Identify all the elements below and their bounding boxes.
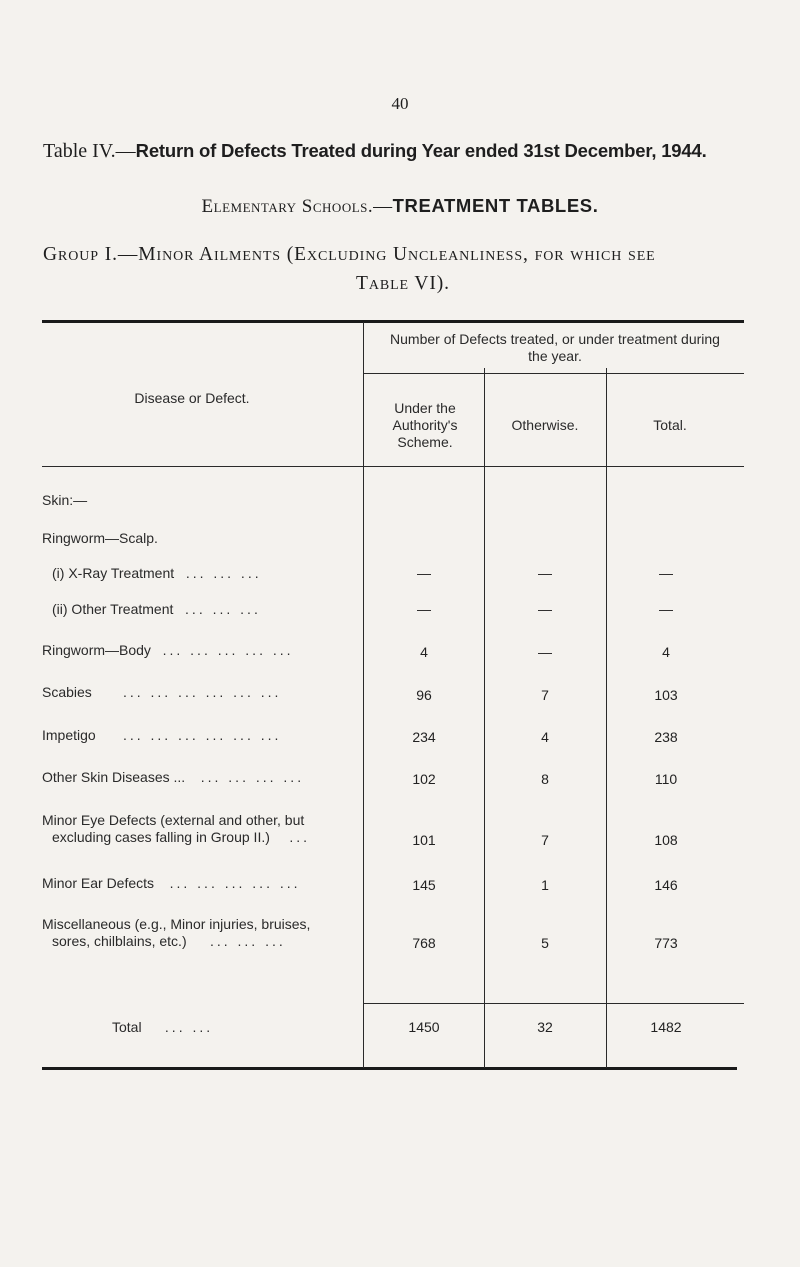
row-skin-label: Skin:—: [42, 492, 88, 508]
row-xray-text: (i) X-Ray Treatment: [52, 565, 175, 581]
column-divider-3: [606, 368, 607, 1068]
header-authority-line2: Authority's: [392, 417, 458, 433]
row-other-skin-label: [42, 769, 304, 786]
row-misc-text-line2: sores, chilblains, etc.): [52, 933, 187, 949]
cell-ear-authority: 145: [412, 877, 436, 893]
cell-other-skin-authority: 102: [412, 771, 436, 787]
row-misc-label: [42, 916, 310, 950]
row-other-skin-dots: ... ... ... ...: [200, 769, 305, 785]
cell-misc-total: 773: [654, 935, 678, 951]
row-total-dots: ... ...: [164, 1019, 214, 1035]
cell-eye-otherwise: 7: [541, 832, 549, 848]
cell-misc-authority: 768: [412, 935, 436, 951]
row-other-treatment-dots: ... ... ...: [185, 601, 261, 617]
table-title-main: Return of Defects Treated during Year ended 31st December, 1944.: [135, 140, 707, 161]
cell-other-treatment-authority: —: [417, 601, 431, 617]
group-heading: [43, 240, 763, 298]
subheader-rule: [364, 373, 744, 374]
row-misc-dots: ... ... ...: [209, 933, 286, 949]
cell-impetigo-otherwise: 4: [541, 729, 549, 745]
cell-eye-authority: 101: [412, 832, 436, 848]
row-other-skin-text: Other Skin Diseases ...: [42, 769, 186, 785]
row-eye-text-line2: excluding cases falling in Group II.): [52, 829, 270, 845]
header-disease: Disease or Defect.: [134, 390, 250, 406]
cell-scabies-authority: 96: [416, 687, 432, 703]
row-impetigo-text: Impetigo: [42, 727, 96, 743]
row-eye-label: [42, 812, 310, 846]
cell-other-skin-total: 110: [654, 771, 678, 787]
row-scabies-dots: ... ... ... ... ... ...: [122, 684, 282, 700]
header-otherwise: Otherwise.: [511, 417, 579, 433]
header-total: Total.: [653, 417, 687, 433]
cell-misc-otherwise: 5: [541, 935, 549, 951]
cell-total-authority: 1450: [408, 1019, 440, 1035]
row-scabies-label: [42, 684, 281, 701]
header-authority-line1: Under the: [394, 400, 456, 416]
subtitle-main: TREATMENT TABLES.: [392, 195, 599, 216]
group-heading-line2: Table VI).: [356, 273, 450, 294]
cell-scabies-otherwise: 7: [541, 687, 549, 703]
column-divider-2: [484, 368, 485, 1068]
row-ear-text: Minor Ear Defects: [42, 875, 155, 891]
section-subtitle: [0, 195, 800, 218]
row-xray-dots: ... ... ...: [185, 565, 262, 581]
row-total-label: [112, 1019, 213, 1036]
total-rule: [364, 1003, 744, 1004]
row-ear-label: [42, 875, 301, 892]
cell-impetigo-total: 238: [654, 729, 678, 745]
row-eye-text-line1: Minor Eye Defects (external and other, but: [42, 812, 305, 828]
cell-other-treatment-total: —: [659, 601, 673, 617]
row-other-treatment-label: [52, 601, 261, 618]
cell-other-treatment-otherwise: —: [538, 601, 552, 617]
table-title-prefix: Table IV.—: [43, 140, 136, 162]
cell-xray-authority: —: [417, 565, 431, 581]
row-other-treatment-text: (ii) Other Treatment: [52, 601, 174, 617]
cell-scabies-total: 103: [654, 687, 678, 703]
column-divider-1: [363, 322, 364, 1068]
row-ringworm-scalp-label: Ringworm—Scalp.: [42, 530, 158, 546]
cell-eye-total: 108: [654, 832, 678, 848]
row-xray-label: [52, 565, 262, 582]
header-bottom-rule: [42, 466, 744, 467]
group-heading-line1: Group I.—Minor Ailments (Excluding Uncleanliness, for which see: [43, 244, 656, 265]
page-number: 40: [391, 94, 409, 113]
header-authority: [370, 400, 480, 451]
cell-total-otherwise: 32: [537, 1019, 553, 1035]
row-ear-dots: ... ... ... ... ...: [169, 875, 301, 891]
table-top-rule: [42, 320, 744, 323]
table-title: [43, 140, 707, 163]
cell-ringworm-body-authority: 4: [420, 644, 428, 660]
cell-other-skin-otherwise: 8: [541, 771, 549, 787]
row-impetigo-dots: ... ... ... ... ... ...: [122, 727, 282, 743]
cell-ringworm-body-total: 4: [662, 644, 670, 660]
cell-total-total: 1482: [650, 1019, 682, 1035]
header-group: Number of Defects treated, or under treatment during the year.: [390, 331, 720, 364]
row-ringworm-body-label: [42, 642, 294, 659]
cell-xray-otherwise: —: [538, 565, 552, 581]
cell-impetigo-authority: 234: [412, 729, 436, 745]
subtitle-prefix: Elementary Schools.—: [201, 196, 393, 217]
row-misc-text-line1: Miscellaneous (e.g., Minor injuries, bruises,: [42, 916, 311, 932]
cell-ringworm-body-otherwise: —: [538, 644, 552, 660]
row-eye-dots: ...: [289, 829, 311, 845]
header-authority-line3: Scheme.: [397, 434, 453, 450]
cell-ear-otherwise: 1: [541, 877, 549, 893]
row-ringworm-body-dots: ... ... ... ... ...: [162, 642, 294, 658]
cell-xray-total: —: [659, 565, 673, 581]
row-scabies-text: Scabies: [42, 684, 92, 700]
row-total-text: Total: [112, 1019, 142, 1035]
row-impetigo-label: [42, 727, 281, 744]
table-bottom-rule: [42, 1067, 737, 1070]
row-ringworm-body-text: Ringworm—Body: [42, 642, 151, 658]
cell-ear-total: 146: [654, 877, 678, 893]
